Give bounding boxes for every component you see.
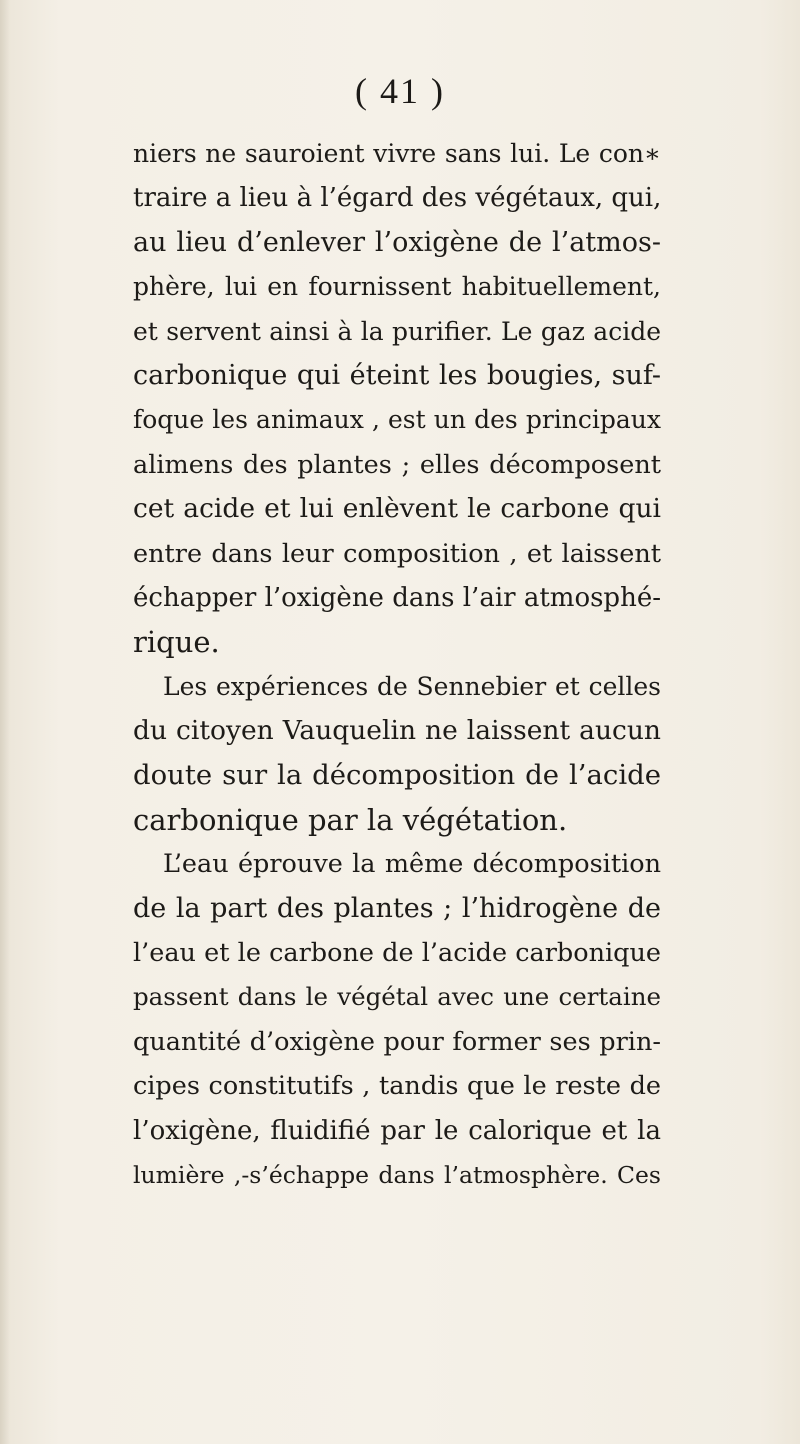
page-gutter-shadow: [0, 0, 10, 1444]
text-line: doute sur la décomposition de l’acide: [133, 759, 661, 792]
text-line: L’eau éprouve la même décomposition: [163, 849, 661, 880]
text-line: lumière ,-s’échappe dans l’atmosphère. Ces: [133, 1160, 661, 1189]
text-line: foque les animaux , est un des principaux: [133, 405, 661, 435]
body-text: [133, 132, 661, 1197]
text-line: cipes constitutifs , tandis que le reste de: [133, 1071, 661, 1102]
text-line: phère, lui en fournissent habituellement,: [133, 272, 661, 302]
text-line: au lieu d’enlever l’oxigène de l’atmos-: [133, 226, 661, 258]
text-line: quantité d’oxigène pour former ses prin-: [133, 1026, 661, 1057]
text-line: cet acide et lui enlèvent le carbone qui: [133, 493, 661, 525]
text-line: alimens des plantes ; elles décomposent: [133, 449, 661, 480]
text-line: passent dans le végétal avec une certaine: [133, 982, 661, 1012]
text-line: du citoyen Vauquelin ne laissent aucun: [133, 715, 661, 747]
text-line: de la part des plantes ; l’hidrogène de: [133, 892, 661, 924]
text-line: l’oxigène, fluidifié par le calorique et la: [133, 1115, 661, 1146]
text-line: entre dans leur composition , et laissent: [133, 538, 661, 569]
text-line: échapper l’oxigène dans l’air atmosphé-: [133, 582, 661, 613]
text-line: carbonique qui éteint les bougies, suf-: [133, 359, 661, 391]
page-number: ( 41 ): [355, 71, 445, 111]
text-line: carbonique par la végétation.: [133, 802, 568, 837]
text-line: rique.: [133, 625, 220, 660]
text-line: niers ne sauroient vivre sans lui. Le con∗: [133, 139, 661, 168]
text-line: traire a lieu à l’égard des végétaux, qui,: [133, 183, 662, 214]
text-line: Les expériences de Sennebier et celles: [163, 671, 661, 701]
text-line: l’eau et le carbone de l’acide carbonique: [133, 938, 661, 969]
text-line: et servent ainsi à la purifier. Le gaz acide: [133, 316, 661, 346]
